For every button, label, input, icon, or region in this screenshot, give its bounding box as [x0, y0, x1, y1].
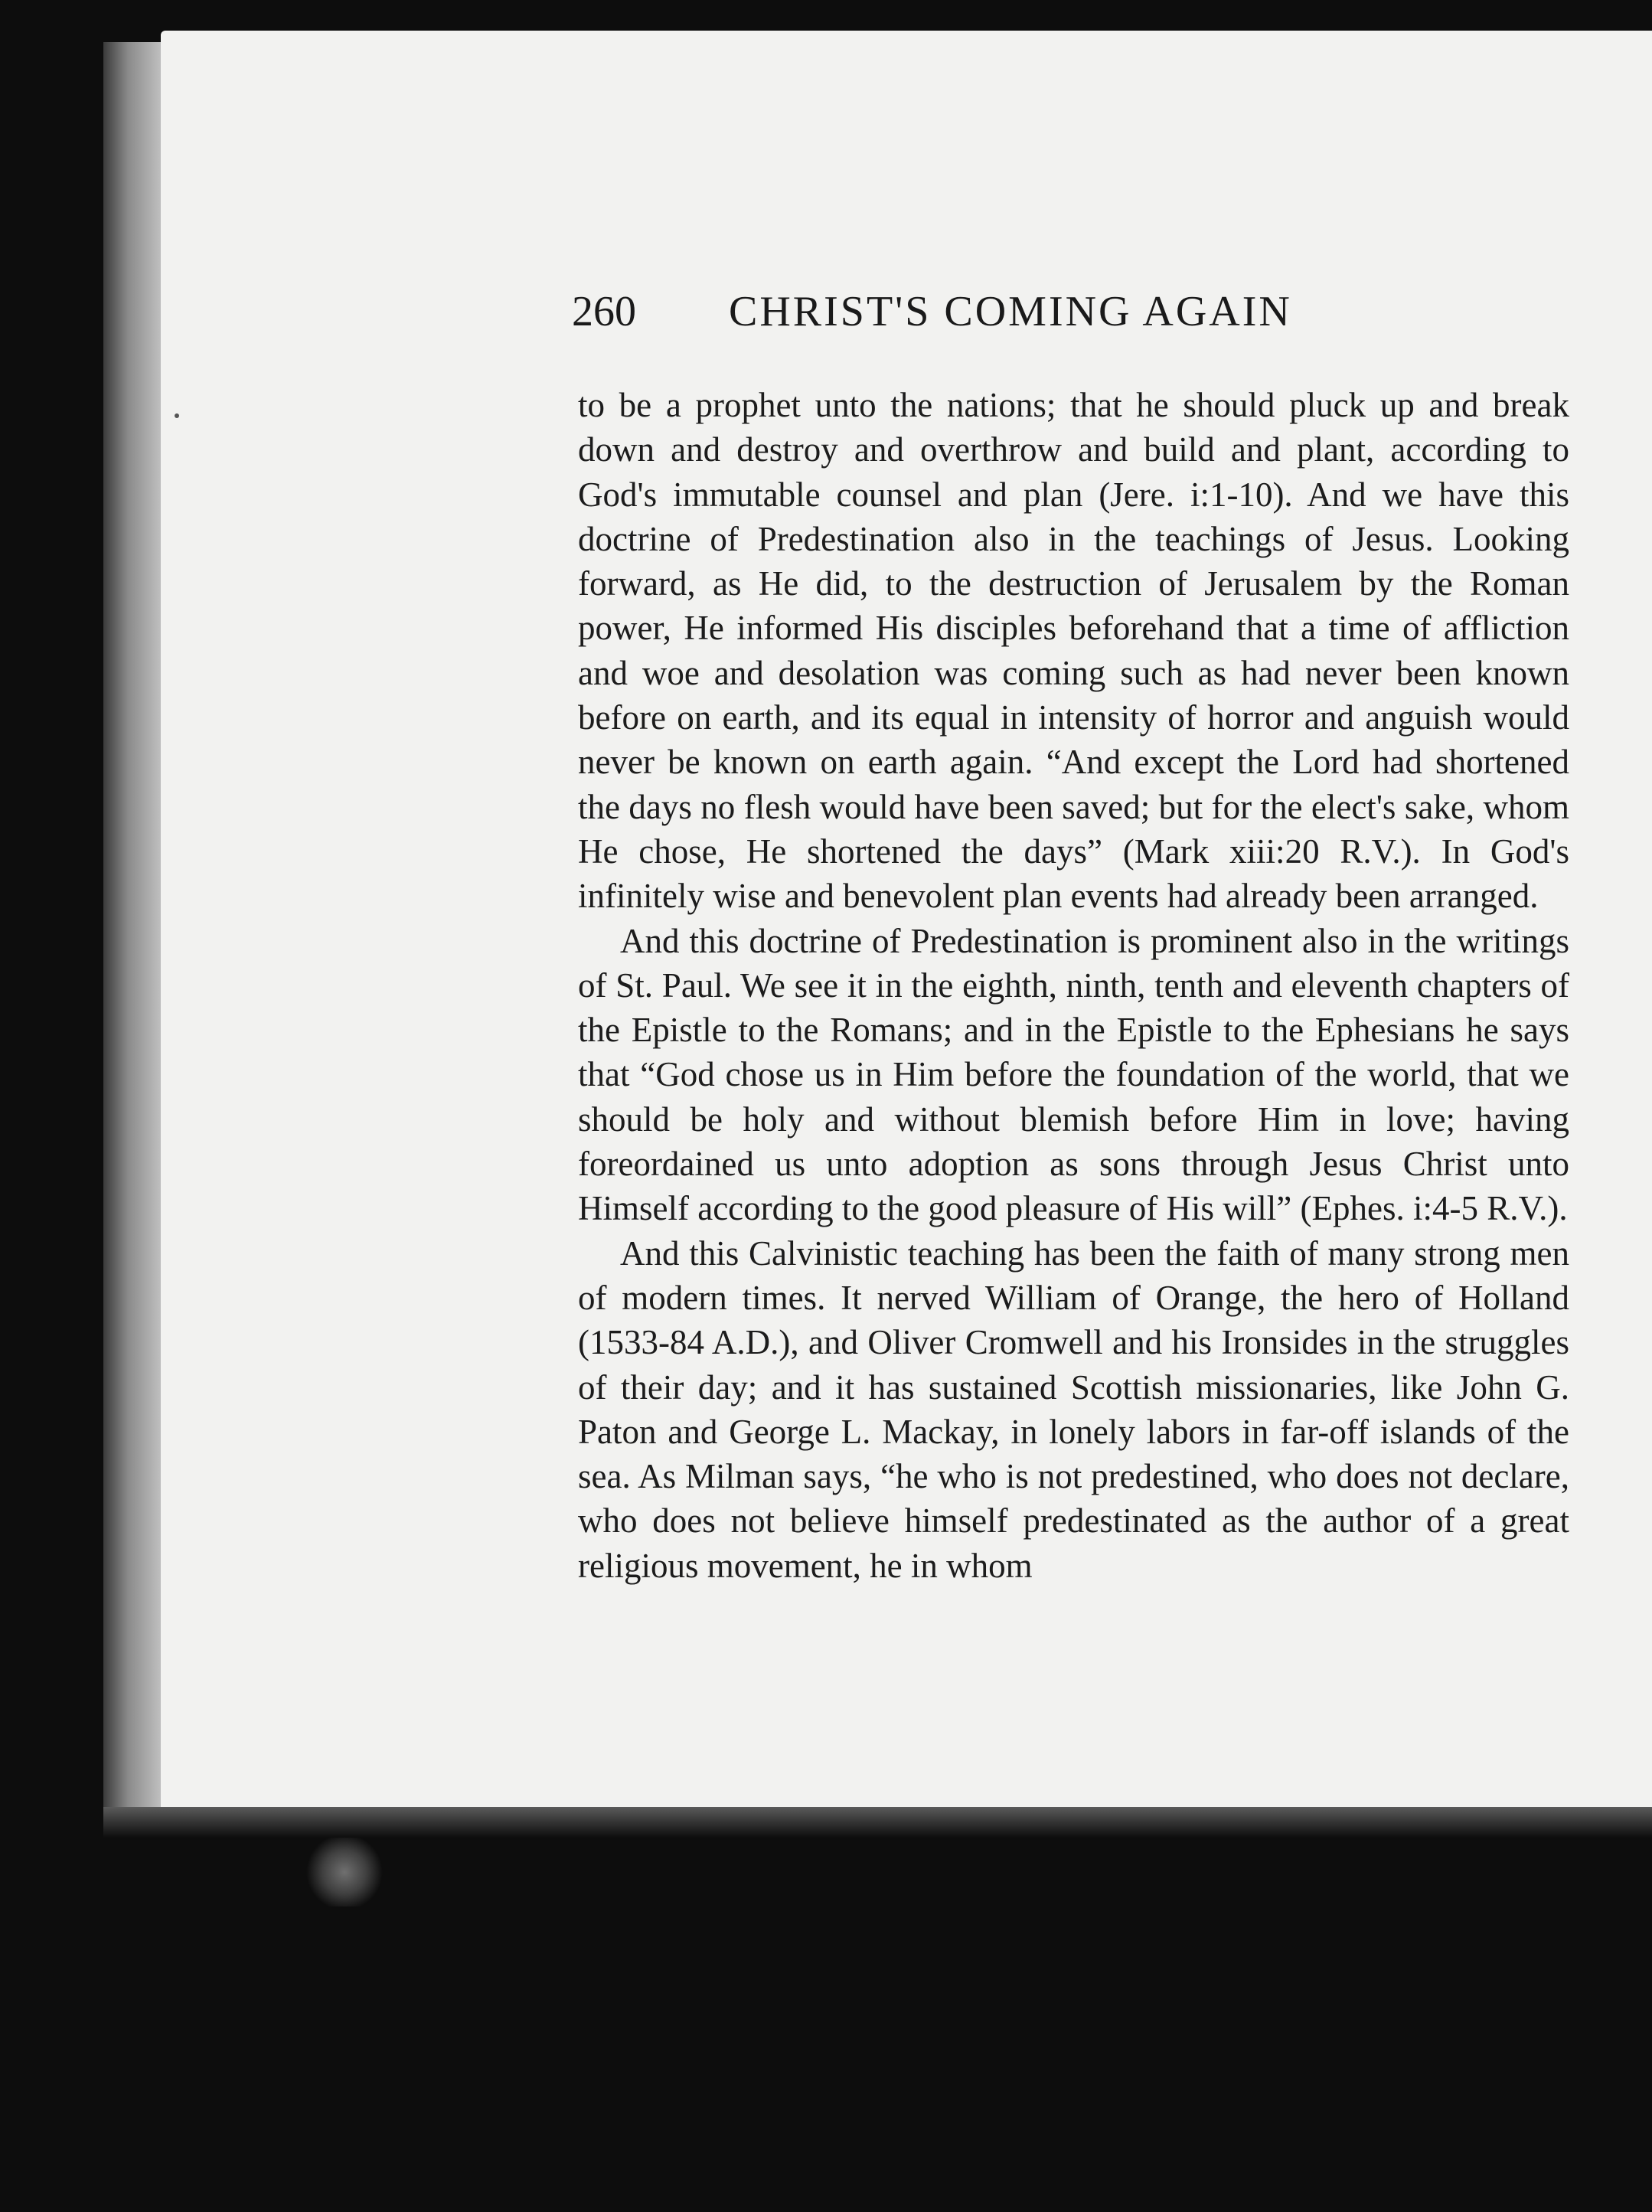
scan-smudge [302, 1838, 387, 1907]
running-title: CHRIST'S COMING AGAIN [729, 288, 1292, 335]
paragraph-2: And this doctrine of Predestination is prominent also in the writings of St. Paul. We see it in the eighth, ninth, tenth and eleventh chapters of the Epistle to the Romans; and in the Epistle to the Ephesians he says that “God chose us in Him before the foundation of the world, that we should be holy and without blemish before Him in love; having foreordained us unto adoption as sons through Jesus Christ unto Himself according to the good pleasure of His will” (Ephes. i:4-5 R.V.). [578, 921, 1569, 1228]
paragraph-3: And this Calvinistic teaching has been the faith of many strong men of modern times. It nerved William of Orange, the hero of Holland (1533-84 A.D.), and Oliver Cromwell and his Ironsides in the struggles of their day; and it has sustained Scottish missionaries, like John G. Paton and George L. Mackay, in lonely labors in far-off islands of the sea. As Milman says, “he who is not predestined, who does not declare, who does not believe himself predestinated as the author of a great religious movement, he in whom [578, 1233, 1569, 1585]
paragraph-1: to be a prophet unto the nations; that he should pluck up and break down and destroy and overthrow and build and plant, according to God's immutable counsel and plan (Jere. i:1-10). And we have this doctrine of Predestination also in the teachings of Jesus. Looking forward, as He did, to the destruction of Jerusalem by the Roman power, He informed His disciples beforehand that a time of affliction and woe and desolation was coming such as had never been known before on earth, and its equal in intensity of horror and anguish would never be known on earth again. “And except the Lord had shortened the days no flesh would have been saved; but for the elect's sake, whom He chose, He shortened the days” (Mark xiii:20 R.V.). In God's infinitely wise and benevolent plan events had already been arranged. [578, 386, 1569, 916]
scan-speck [175, 413, 179, 418]
body-text [578, 383, 1569, 1588]
page-number: 260 [572, 288, 636, 335]
page-bottom-shadow [103, 1807, 1652, 1838]
running-header [572, 287, 1414, 356]
